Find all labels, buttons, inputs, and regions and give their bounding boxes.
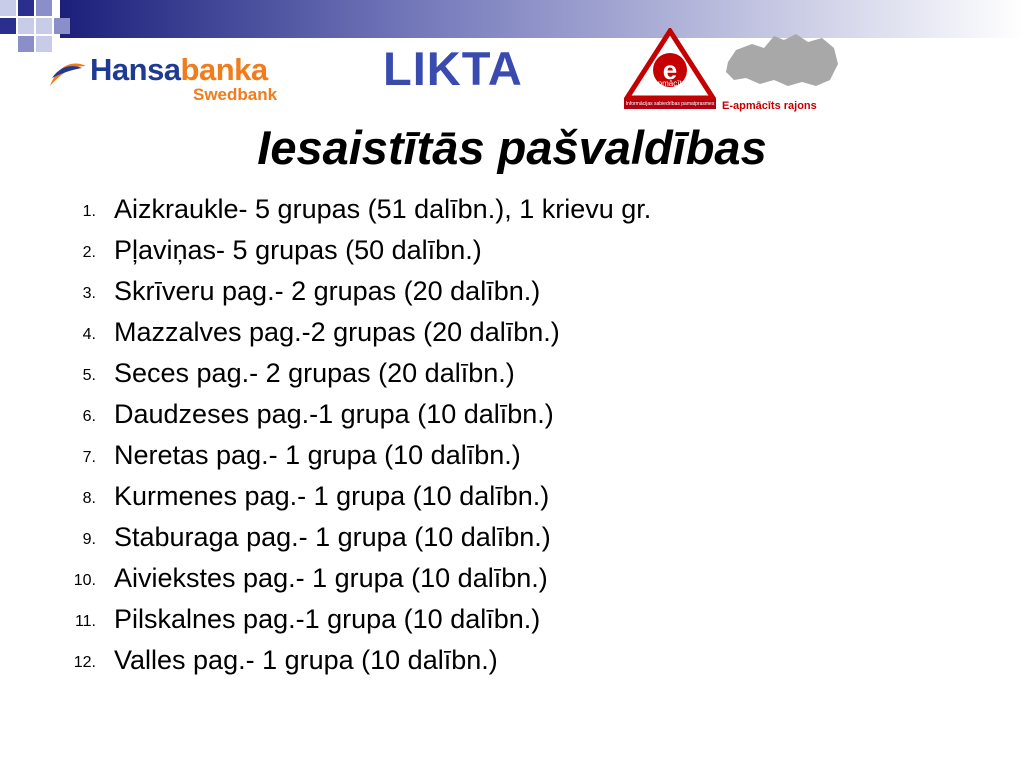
list-item-text: Pļaviņas- 5 grupas (50 dalībn.) (114, 235, 482, 265)
list-item-number: 1. (82, 203, 96, 220)
list-item (0, 479, 1024, 520)
hansabanka-wordmark (90, 54, 268, 85)
hansa-text: Hansa (90, 52, 181, 87)
e-apmacits-rajons-caption: E-apmācīts rajons (722, 100, 817, 112)
list-item (0, 397, 1024, 438)
list-item-text: Staburaga pag.- 1 grupa (10 dalībn.) (114, 522, 551, 552)
e-apmacits-logo (624, 28, 844, 116)
list-item-number: 9. (82, 531, 96, 548)
list-item (0, 561, 1024, 602)
list-item-number: 7. (82, 449, 96, 466)
list-item-text: Mazzalves pag.-2 grupas (20 dalībn.) (114, 317, 560, 347)
list-item-text: Pilskalnes pag.-1 grupa (10 dalībn.) (114, 604, 541, 634)
list-item (0, 643, 1024, 684)
list-item-number: 8. (82, 490, 96, 507)
list-item-number: 12. (73, 654, 96, 671)
list-item-text: Aiviekstes pag.- 1 grupa (10 dalībn.) (114, 563, 548, 593)
list-item-number: 6. (82, 408, 96, 425)
banka-text: banka (180, 52, 268, 87)
list-item-text: Aizkraukle- 5 grupas (51 dalībn.), 1 krievu gr. (114, 194, 652, 224)
apmacits-label: Apmācīts (652, 79, 686, 88)
list-item-text: Daudzeses pag.-1 grupa (10 dalībn.) (114, 399, 554, 429)
list-item-number: 5. (82, 367, 96, 384)
list-item-number: 4. (82, 326, 96, 343)
svg-text:e: e (662, 55, 678, 85)
hansabanka-logo (48, 52, 298, 108)
list-item-text: Skrīveru pag.- 2 grupas (20 dalībn.) (114, 276, 541, 306)
list-item-text: Seces pag.- 2 grupas (20 dalībn.) (114, 358, 515, 388)
header-gradient-bar (0, 0, 1024, 38)
list-item-number: 2. (82, 244, 96, 261)
e-apmacits-badge-icon (624, 28, 716, 100)
hansabanka-swoosh-icon (48, 56, 88, 92)
list-item (0, 315, 1024, 356)
list-item-number: 10. (73, 572, 96, 589)
list-item-number: 11. (74, 613, 96, 630)
list-item-text: Kurmenes pag.- 1 grupa (10 dalībn.) (114, 481, 550, 511)
likta-logo: LIKTA (383, 42, 523, 95)
list-item-number: 3. (82, 285, 96, 302)
list-item (0, 356, 1024, 397)
e-apmacits-tagline: Informācijas sabiedrības pamatprasmes (625, 101, 715, 107)
list-item (0, 192, 1024, 233)
swedbank-text: Swedbank (193, 85, 278, 104)
list-item (0, 233, 1024, 274)
municipality-list (0, 192, 1024, 684)
list-item (0, 520, 1024, 561)
latvia-map-icon (722, 28, 842, 98)
list-item (0, 438, 1024, 479)
list-item-text: Neretas pag.- 1 grupa (10 dalībn.) (114, 440, 521, 470)
slide-title: Iesaistītās pašvaldības (257, 121, 767, 174)
list-item-text: Valles pag.- 1 grupa (10 dalībn.) (114, 645, 498, 675)
list-item (0, 274, 1024, 315)
list-item (0, 602, 1024, 643)
